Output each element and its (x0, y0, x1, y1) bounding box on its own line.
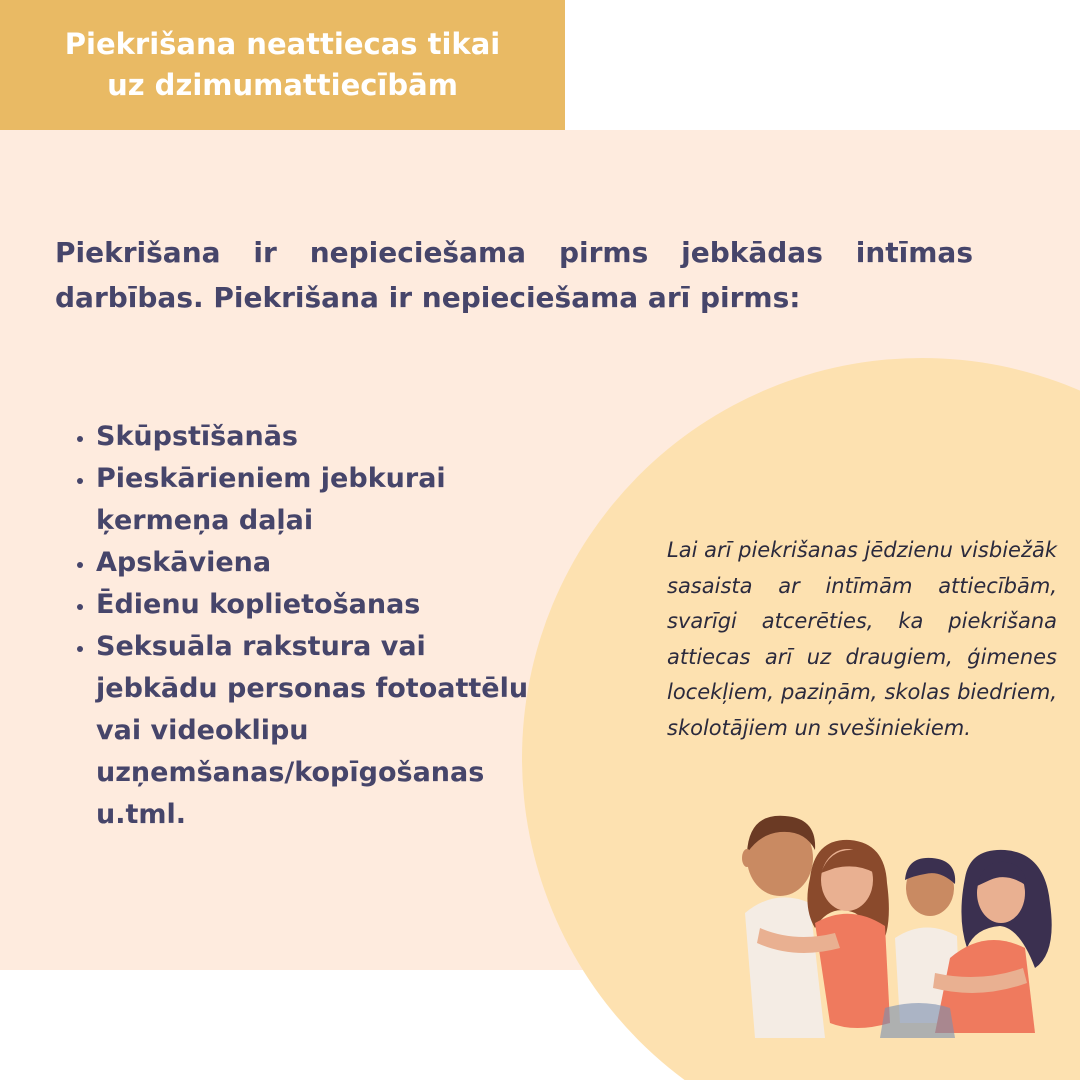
title-banner (0, 0, 565, 130)
list-item: • Skūpstīšanās (96, 416, 556, 458)
list-item: • Ēdienu koplietošanas (96, 584, 556, 626)
family-hug-illustration (735, 808, 1065, 1043)
list-item: • Seksuāla rakstura vai jebkādu personas fotoattēlu vai videoklipu uzņemšanas/kopīgošanas u.tml. (96, 626, 556, 836)
title-line-1: Piekrišana neattiecas tikai (64, 27, 501, 61)
list-item: • Apskāviena (96, 542, 556, 584)
page-title (33, 24, 533, 106)
side-paragraph: Lai arī piekrišanas jēdzienu visbiežāk sasaista ar intīmām attiecībām, svarīgi atcerēties, ka piekrišana attiecas arī uz draugiem, ģimenes locekļiem, paziņām, skolas biedriem, skolotājiem un svešiniekiem. (667, 538, 1057, 740)
consent-list (55, 416, 556, 836)
list-item: • Pieskārieniem jebkurai ķermeņa daļai (96, 458, 556, 542)
title-line-2: uz dzimumattiecībām (107, 68, 458, 102)
intro-paragraph: Piekrišana ir nepieciešama pirms jebkādas intīmas darbības. Piekrišana ir nepieciešama arī pirms: (55, 236, 973, 314)
woman1-body (815, 914, 890, 1028)
